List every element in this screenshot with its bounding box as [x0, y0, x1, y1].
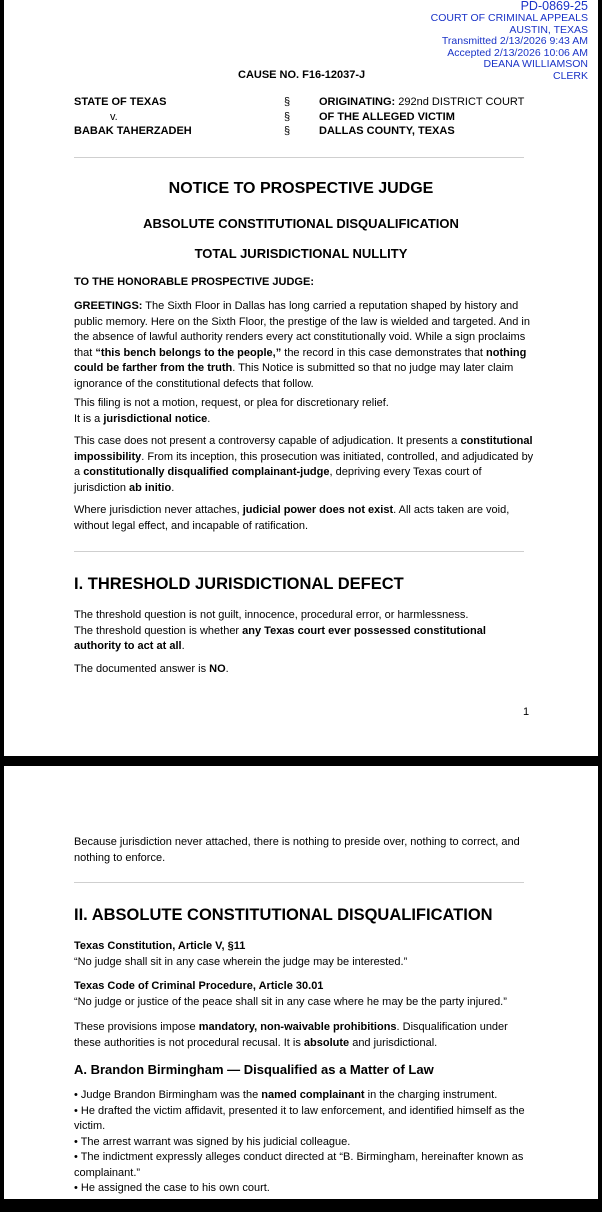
emphasis: ab initio [129, 482, 171, 494]
citation-constitution [74, 939, 534, 970]
stamp-court: COURT OF CRIMINAL APPEALS [431, 13, 588, 25]
stamp-accepted: Accepted 2/13/2026 10:06 AM [431, 48, 588, 60]
divider [74, 551, 524, 552]
originating-court: 292nd DISTRICT COURT [395, 96, 524, 108]
text-span: the record in this case demonstrates that [281, 347, 486, 359]
answer-paragraph [74, 662, 534, 678]
document-page-1 [4, 0, 598, 756]
section-mark: § [284, 124, 290, 139]
citation-code [74, 979, 534, 1010]
divider [74, 157, 524, 158]
emphasis: absolute [304, 1037, 349, 1049]
emphasis: constitutional impossibility [74, 435, 533, 463]
list-item [74, 1088, 534, 1104]
list-item: • The arrest warrant was signed by his judicial colleague. [74, 1135, 534, 1151]
quoted-sign: “this bench belongs to the people,” [95, 347, 281, 359]
document-title: NOTICE TO PROSPECTIVE JUDGE [4, 180, 598, 198]
text-line [74, 624, 534, 655]
text-span: These provisions impose [74, 1021, 199, 1033]
text-span: . [171, 482, 174, 494]
provisions-paragraph [74, 1020, 534, 1051]
caption-originating-court [319, 95, 524, 110]
emphasis: judicial power does not exist [243, 504, 393, 516]
document-subtitle-2: TOTAL JURISDICTIONAL NULLITY [4, 246, 598, 261]
emphasis: any Texas court ever possessed constitutional authority to act at all [74, 625, 486, 653]
divider [74, 882, 524, 883]
caption-section-marks [284, 95, 290, 139]
text-span: . Disqualification under these authorities is not procedural recusal. It is [74, 1021, 508, 1049]
text-span: . All acts taken are void, without legal effect, and incapable of ratification. [74, 504, 509, 532]
citation-text: “No judge or justice of the peace shall sit in any case where he may be the party injured.” [74, 995, 534, 1011]
text-span: . [182, 640, 185, 652]
text-span: , depriving every Texas court of jurisdiction [74, 466, 482, 494]
impossibility-paragraph [74, 434, 534, 496]
list-item: • The indictment expressly alleges conduct directed at “B. Birmingham, hereinafter known as complainant.” [74, 1150, 534, 1181]
threshold-paragraph [74, 608, 534, 655]
void-acts-paragraph [74, 503, 534, 534]
text-span: . From its inception, this prosecution was initiated, controlled, and adjudicated by a [74, 451, 533, 479]
caption-party-defendant: BABAK TAHERZADEH [74, 124, 192, 139]
emphasis: named complainant [261, 1089, 364, 1101]
stamp-transmitted: Transmitted 2/13/2026 9:43 AM [431, 36, 588, 48]
subsection-heading: A. Brandon Birmingham — Disqualified as a Matter of Law [74, 1062, 434, 1077]
text-span: The documented answer is [74, 663, 209, 675]
text-span: • Judge Brandon Birmingham was the [74, 1089, 261, 1101]
text-span: in the charging instrument. [365, 1089, 498, 1101]
caption-left [74, 95, 192, 139]
bullet-list [74, 1088, 534, 1212]
cause-number: CAUSE NO. F16-12037-J [238, 69, 365, 81]
stamp-clerk-name: DEANA WILLIAMSON [431, 59, 588, 71]
notice-type-paragraph [74, 396, 534, 427]
list-item: • He drafted the victim affidavit, presented it to law enforcement, and identified himself as the victim. [74, 1104, 534, 1135]
emphasis: constitutionally disqualified complainant-judge [83, 466, 329, 478]
list-item: • He issued emergency and lifetime protective orders while the defendant was undergoing [74, 1197, 534, 1212]
section-heading-1: I. THRESHOLD JURISDICTIONAL DEFECT [74, 575, 404, 594]
caption-county: DALLAS COUNTY, TEXAS [319, 124, 524, 139]
stamp-clerk-role: CLERK [431, 71, 588, 83]
salutation: TO THE HONORABLE PROSPECTIVE JUDGE: [74, 275, 534, 291]
citation-text: “No judge shall sit in any case wherein the judge may be interested.” [74, 955, 534, 971]
citation-title: Texas Code of Criminal Procedure, Article 30.01 [74, 980, 323, 992]
text-span: It is a [74, 413, 103, 425]
stamp-case-number: PD-0869-25 [431, 0, 588, 13]
caption-right [319, 95, 524, 139]
section-mark: § [284, 95, 290, 110]
intro-paragraph: Because jurisdiction never attached, there is nothing to preside over, nothing to correct, and nothing to enforce. [74, 835, 534, 866]
text-line: This filing is not a motion, request, or plea for discretionary relief. [74, 396, 534, 412]
caption-alleged-victim: OF THE ALLEGED VICTIM [319, 110, 524, 125]
text-line: The threshold question is not guilt, innocence, procedural error, or harmlessness. [74, 608, 534, 624]
text-span: and jurisdictional. [349, 1037, 437, 1049]
document-subtitle-1: ABSOLUTE CONSTITUTIONAL DISQUALIFICATION [4, 216, 598, 231]
text-span: . This Notice is submitted so that no judge may later claim ignorance of the constitutional defects that follow. [74, 362, 513, 390]
caption-versus: v. [74, 110, 192, 125]
page-number: 1 [523, 706, 529, 718]
document-page-2 [4, 766, 598, 1199]
filing-stamp [431, 0, 588, 82]
emphasis: jurisdictional notice [103, 413, 207, 425]
greetings-paragraph [74, 299, 534, 392]
section-heading-2: II. ABSOLUTE CONSTITUTIONAL DISQUALIFICATION [74, 906, 493, 925]
citation-title: Texas Constitution, Article V, §11 [74, 940, 245, 952]
caption-party-state: STATE OF TEXAS [74, 95, 192, 110]
text-span: The threshold question is whether [74, 625, 242, 637]
text-span: Where jurisdiction never attaches, [74, 504, 243, 516]
text-span: . [207, 413, 210, 425]
emphasis: nothing could be farther from the truth [74, 347, 526, 375]
originating-label: ORIGINATING: [319, 96, 395, 108]
list-item: • He assigned the case to his own court. [74, 1181, 534, 1197]
emphasis: NO [209, 663, 226, 675]
text-span: . [226, 663, 229, 675]
emphasis: mandatory, non-waivable prohibitions [199, 1021, 397, 1033]
text-span: This case does not present a controversy capable of adjudication. It presents a [74, 435, 460, 447]
text-line [74, 412, 534, 428]
section-mark: § [284, 110, 290, 125]
greetings-label: GREETINGS: [74, 300, 142, 312]
stamp-city: AUSTIN, TEXAS [431, 25, 588, 37]
text-span: The Sixth Floor in Dallas has long carried a reputation shaped by history and public memory. Here on the Sixth Floor, the prestige of the law is wielded and targeted. And in the absence of lawful authority renders every act constitutionally void. While a sign proclaims that [74, 300, 530, 359]
